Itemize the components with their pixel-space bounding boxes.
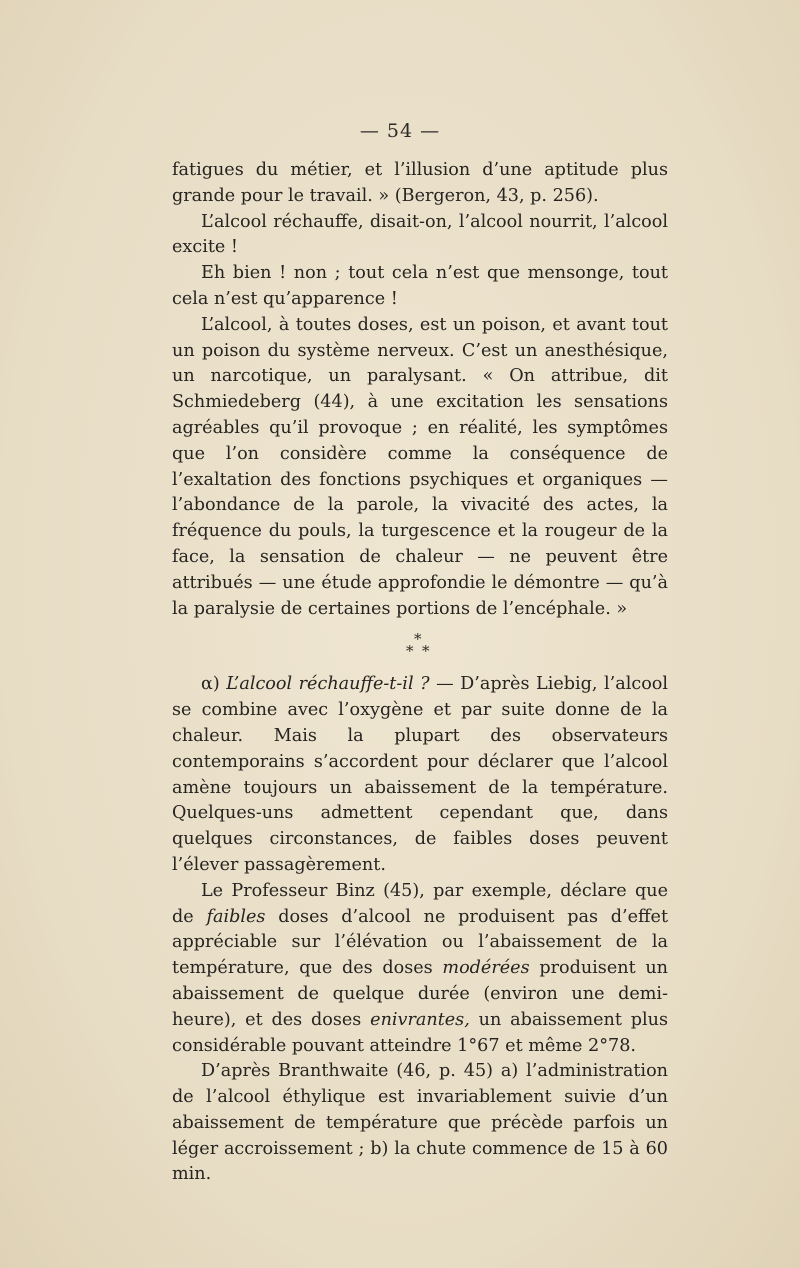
paragraph-3: Eh bien ! non ; tout cela n’est que mensonge, tout cela n’est qu’apparence ! <box>172 263 668 309</box>
asterisk-top: * <box>414 630 422 649</box>
paragraph-7: D’après Branthwaite (46, p. 45) a) l’administration de l’alcool éthylique est invariablement suivie d’un abaissement de température que précède parfois un léger accroissement ; b) la chute commence de 15 à 60 min. <box>172 1061 668 1185</box>
body-text <box>172 158 668 1188</box>
paragraph-5-text: — D’après Liebig, l’alcool se combine avec l’oxygène et par suite donne de la chaleur. Mais la plupart des observateurs contemporains s’accordent pour déclarer que l’alcool amène toujours un abaissement de la température. Quelques-uns admettent cependant que, dans quelques circonstances, de faibles doses peuvent l’élever passagèrement. <box>172 674 669 875</box>
asterisk-right: * <box>422 642 430 661</box>
paragraph-6-part-e: produisent un abaissement de quelque durée (environ une demi-heure), et des doses <box>172 958 668 1030</box>
paragraph-6-part-c: doses d’alcool ne produisent pas d’effet appréciable sur l’élévation ou l’abaissement de la température, que des doses <box>172 906 669 979</box>
paragraph-5 <box>172 672 668 878</box>
emphasis-enivrantes: enivrantes, <box>370 1009 470 1030</box>
asterism-separator <box>172 628 668 672</box>
emphasis-faibles: faibles <box>206 906 266 927</box>
asterisk-left: * <box>406 642 414 661</box>
paragraph-1: fatigues du métier, et l’illusion d’une aptitude plus grande pour le travail. » (Bergeron, 43, p. 256). <box>172 160 668 206</box>
paragraph-6 <box>172 879 668 1060</box>
emphasis-moderees: modérées <box>442 958 530 979</box>
paragraph-2: L’alcool réchauffe, disait-on, l’alcool nourrit, l’alcool excite ! <box>172 211 668 258</box>
section-label: α) <box>201 674 220 695</box>
paragraph-4: L’alcool, à toutes doses, est un poison, et avant tout un poison du système nerveux. C’est un anesthésique, un narcotique, un paralysant. « On attribue, dit Schmiedeberg (44), à une excitation les sensations agréables qu’il provoque ; en réalité, les symptômes que l’on considère comme la conséquence de l’exaltation des fonctions psychiques et organiques — l’abondance de la parole, la vivacité des actes, la fréquence du pouls, la turgescence et la rougeur de la face, la sensation de chaleur — ne peuvent être attribués — une étude approfondie le démontre — qu’à la paralysie de certaines portions de l’encéphale. » <box>172 314 668 619</box>
page-number: — 54 — <box>359 120 441 142</box>
section-title: L’alcool réchauffe-t-il ? <box>226 674 430 695</box>
paragraph-6-part-a: Le Professeur Binz (45), par exemple, déclare que de <box>172 880 668 927</box>
paragraph-6-part-g: un abaissement plus considérable pouvant atteindre 1°67 et même 2°78. <box>172 1009 669 1056</box>
